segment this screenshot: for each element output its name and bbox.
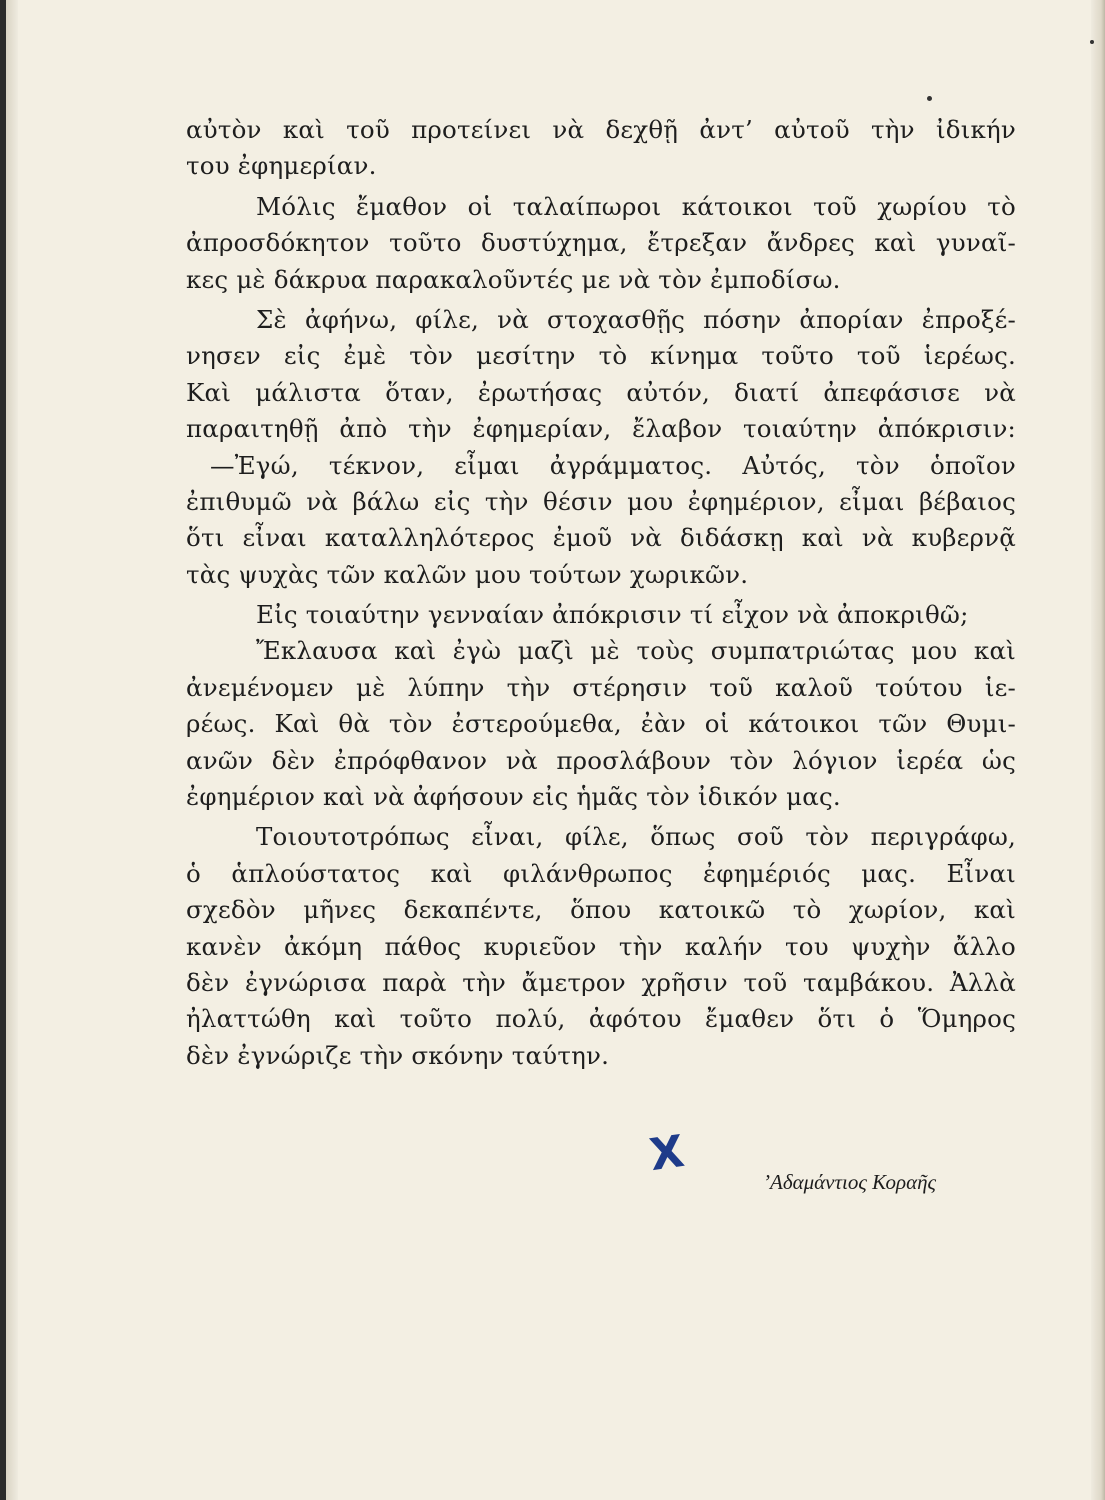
text-line: ὁ ἁπλούστατος καὶ φιλάνθρωπος ἐφημέριός μας. Εἶναι <box>186 858 1016 888</box>
text-line: κανὲν ἀκόμη πάθος κυριεῦον τὴν καλήν του ψυχὴν ἄλλο <box>186 931 1016 961</box>
text-line: ανῶν δὲν ἐπρόφθανον νὰ προσλάβουν τὸν λόγιον ἱερέα ὡς <box>186 745 1016 775</box>
text-line: ρέως. Καὶ θὰ τὸν ἐστερούμεθα, ἐὰν οἱ κάτοικοι τῶν Θυμι- <box>186 709 1016 739</box>
text-line: ἀπροσδόκητον τοῦτο δυστύχημα, ἔτρεξαν ἄνδρες καὶ γυναῖ- <box>186 228 1016 258</box>
text-line: ἀνεμένομεν μὲ λύπην τὴν στέρησιν τοῦ καλοῦ τούτου ἱε- <box>186 672 1016 702</box>
body-text <box>186 112 1016 1074</box>
text-line: δὲν ἐγνώριζε τὴν σκόνην ταύτην. <box>186 1040 610 1070</box>
text-line: ὅτι εἶναι καταλληλότερος ἐμοῦ νὰ διδάσκῃ καὶ νὰ κυβερνᾷ <box>186 523 1016 553</box>
text-line: Καὶ μάλιστα ὅταν, ἐρωτήσας αὐτόν, διατί ἀπεφάσισε νὰ <box>186 377 1016 407</box>
text-line: κες μὲ δάκρυα παρακαλοῦντές με νὰ τὸν ἐμποδίσω. <box>186 264 841 294</box>
text-line: του ἐφημερίαν. <box>186 151 377 181</box>
text-line: —Ἐγώ, τέκνον, εἶμαι ἀγράμματος. Αὐτός, τὸν ὁποῖον <box>210 450 1016 480</box>
text-line: Τοιουτοτρόπως εἶναι, φίλε, ὅπως σοῦ τὸν περιγράφω, <box>256 822 1016 852</box>
text-line: δὲν ἐγνώρισα παρὰ τὴν ἄμετρον χρῆσιν τοῦ ταμβάκου. Ἀλλὰ <box>186 967 1016 997</box>
page-right-edge <box>1091 0 1105 1500</box>
text-line: Μόλις ἔμαθον οἱ ταλαίπωροι κάτοικοι τοῦ χωρίου τὸ <box>256 191 1016 221</box>
text-line: ἐφημέριον καὶ νὰ ἀφήσουν εἰς ἡμᾶς τὸν ἰδικόν μας. <box>186 782 841 812</box>
ink-speck <box>1090 40 1094 44</box>
text-line: Σὲ ἀφήνω, φίλε, νὰ στοχασθῇς πόσην ἀπορίαν ἐπροξέ- <box>256 304 1016 334</box>
ink-speck <box>927 96 932 101</box>
text-line: Ἔκλαυσα καὶ ἐγὼ μαζὶ μὲ τοὺς συμπατριώτας μου καὶ <box>256 636 1016 666</box>
text-line: ἐπιθυμῶ νὰ βάλω εἰς τὴν θέσιν μου ἐφημέριον, εἶμαι βέβαιος <box>186 486 1016 516</box>
handwritten-x-mark: X <box>646 1125 688 1182</box>
text-line: παραιτηθῇ ἀπὸ τὴν ἐφημερίαν, ἔλαβον τοιαύτην ἀπόκρισιν: <box>186 414 1016 444</box>
text-line: ἠλαττώθη καὶ τοῦτο πολύ, ἀφότου ἔμαθεν ὅτι ὁ Ὅμηρος <box>186 1004 1016 1034</box>
text-line: νησεν εἰς ἐμὲ τὸν μεσίτην τὸ κίνημα τοῦτο τοῦ ἱερέως. <box>186 341 1016 371</box>
text-line: τὰς ψυχὰς τῶν καλῶν μου τούτων χωρικῶν. <box>186 559 749 589</box>
text-line: Εἰς τοιαύτην γενναίαν ἀπόκρισιν τί εἶχον νὰ ἀποκριθῶ; <box>256 600 969 630</box>
text-line: σχεδὸν μῆνες δεκαπέντε, ὅπου κατοικῶ τὸ χωρίον, καὶ <box>186 895 1016 925</box>
text-line: αὐτὸν καὶ τοῦ προτείνει νὰ δεχθῇ ἀντ’ αὐτοῦ τὴν ἰδικήν <box>186 115 1016 144</box>
author-signature: ’Αδαμάντιος Κοραῆς <box>763 1170 937 1194</box>
page-left-edge <box>0 0 18 1500</box>
